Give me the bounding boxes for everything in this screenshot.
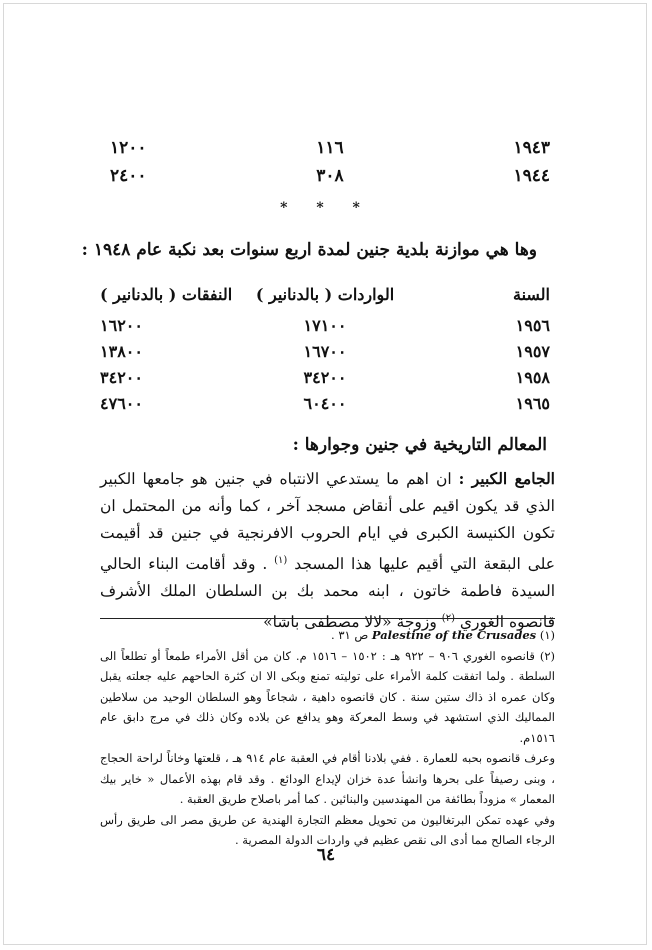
paragraph-text: . وقد أقامت البناء الحالي السيدة فاطمة خاتون ، ابنه محمد بك بن السلطان الملك الأشرف قانصوه الغوري [100,555,555,632]
section-heading: المعالم التاريخية في جنين وجوارها : [292,435,547,455]
budget-table-header [100,285,550,311]
budget-intro: وها هي موازنة بلدية جنين لمدة اربع سنوات بعد نكبة عام ١٩٤٨ : [81,240,537,260]
top-row-1 [110,138,550,164]
top-row-amount: ١٢٠٠ [110,138,147,158]
cell-revenue: ١٦٧٠٠ [303,342,347,361]
footnote-number: (٢) [539,648,555,663]
footnote-ref-1: (١) [274,555,288,566]
footnote-2-continued: وعرف قانصوه بحبه للعمارة . ففي بلادنا أقام في العقبة عام ٩١٤ هـ ، قلعتها وخاناً لراحة الحجاج ، وبنى رصيفاً على بحرها وانشأ عدة خزان لإيداع الودائع . وقد قام بهذه الأعمال « خاير بيك المعمار » مزوداً بطائفة من المهندسين والبنائين . كما أمر باصلاح طريق العقبة . [100,751,555,806]
footnote-divider [100,618,555,619]
top-row-year: ١٩٤٤ [513,166,550,186]
top-row-mid-value: ٣٠٨ [316,166,344,186]
footnote-text: ص ٣١ . [331,628,372,642]
table-row [100,368,550,394]
paragraph-lead: الجامع الكبير : [458,469,555,488]
cell-expenses: ٣٤٢٠٠ [100,368,143,387]
footnote-2 [100,646,555,749]
table-row [100,394,550,420]
footnote-ref-2: (٢) [441,613,455,625]
table-row [100,342,550,368]
paragraph-text: وزوجة «لالا مصطفى باشا» [263,613,442,632]
separator-stars: * * * [280,200,372,216]
top-row-year: ١٩٤٣ [513,138,550,158]
footnote-number: (١) [539,628,555,642]
main-paragraph [100,465,555,636]
cell-revenue: ٦٠٤٠٠ [303,394,347,413]
cell-expenses: ٤٧٦٠٠ [100,394,143,413]
table-row [100,316,550,342]
cell-expenses: ١٦٢٠٠ [100,316,143,335]
page-number: ٦٤ [316,845,336,865]
cell-revenue: ٣٤٢٠٠ [303,368,347,387]
cell-year: ١٩٥٨ [515,368,550,387]
cell-year: ١٩٥٧ [515,342,550,361]
top-row-2 [110,166,550,192]
footnote-1 [100,625,555,646]
paragraph-text: ان اهم ما يستدعي الانتباه في جنين هو جامعها الكبير الذي قد يكون اقيم على أنقاض مسجد آخر ، كما وأنه من المحتمل ان تكون الكنيسة الكبرى في ايام الحروب الافرنجية في جنين قد أقيمت على البقعة التي أقيم عليها هذا المسجد [100,470,555,574]
footnotes [100,625,555,851]
cell-revenue: ١٧١٠٠ [303,316,347,335]
footnote-source-title: Palestine of the Crusades [371,628,537,642]
header-expenses: النفقات ( بالدنانير ) [100,285,233,304]
footnote-text: قانصوه الغوري ٩٠٦ – ٩٢٢ هـ : ١٥٠٢ – ١٥١٦ م. كان من أقل الأمراء طمعاً أو تطلعاً الى السلطة . ولما اتفقت كلمة الأمراء على توليته تمنع وبكى الا ان كثرة الحاحهم عليه جعلته يقبل وكان عمره اذ ذاك ستين سنة . كان قانصوه داهية ، شجاعاً وهو السلطان الوحيد من سلاطين المماليك الذي استشهد في وسط المعركة وهو يدافع عن بلاده وكان ذلك في مرج دابق عام ١٥١٦م. [100,648,555,745]
top-row-mid-value: ١١٦ [316,138,344,158]
cell-year: ١٩٦٥ [515,394,550,413]
top-row-amount: ٢٤٠٠ [110,166,147,186]
cell-expenses: ١٣٨٠٠ [100,342,143,361]
footnote-2-continued: وفي عهده تمكن البرتغاليون من تحويل معظم التجارة الهندية عن طريق مصر الى طريق رأس الرجاء الصالح مما أدى الى نقص عظيم في واردات الدولة المصرية . [100,812,555,847]
header-revenue: الواردات ( بالدنانير ) [255,285,395,304]
header-year: السنة [513,285,550,304]
cell-year: ١٩٥٦ [515,316,550,335]
